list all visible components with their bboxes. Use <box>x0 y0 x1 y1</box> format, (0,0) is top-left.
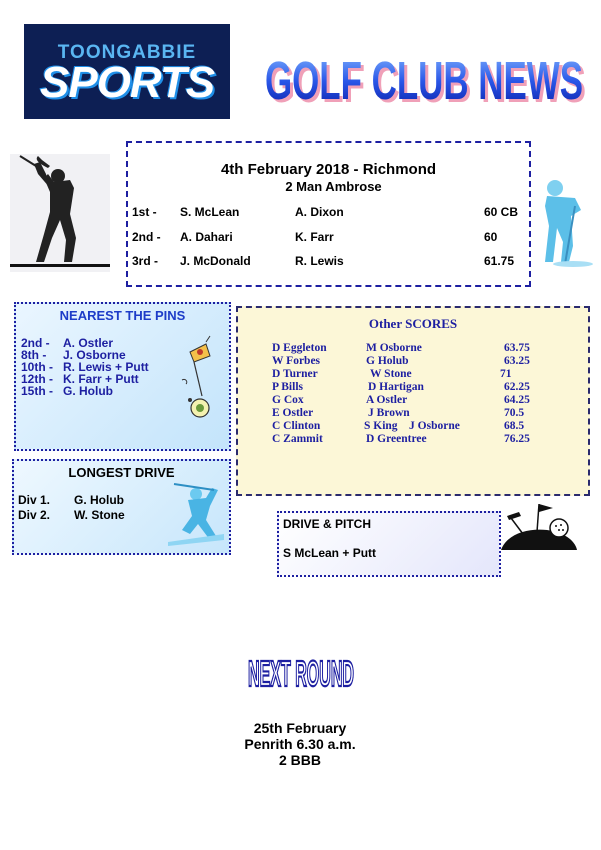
drive-row <box>18 493 124 507</box>
next-round-details <box>180 720 420 768</box>
other-scores-box <box>236 306 590 496</box>
score-value: 76.25 <box>504 433 530 445</box>
golf-flag-icon <box>176 334 218 430</box>
drive-division: Div 2. <box>18 508 51 522</box>
score-value: 68.5 <box>504 420 525 432</box>
pin-hole: 15th - <box>21 384 54 398</box>
title-shadow: GOLF CLUB NEWS <box>268 54 586 114</box>
score-value: 64.25 <box>504 394 530 406</box>
drive-winner: W. Stone <box>74 508 125 522</box>
score-player-2: J Brown <box>368 407 410 419</box>
score-row <box>272 407 582 420</box>
drive-pitch-title: DRIVE & PITCH <box>283 517 372 531</box>
pin-winner: K. Farr + Putt <box>63 372 139 386</box>
golfer-silhouette-icon <box>10 154 110 272</box>
drive-pitch-winner: S McLean + Putt <box>283 546 377 560</box>
result-row <box>132 254 527 272</box>
pin-winner: G. Holub <box>63 384 113 398</box>
score-value: 70.5 <box>504 407 525 419</box>
result-player-2: R. Lewis <box>295 254 344 268</box>
golf-green-icon <box>497 498 579 554</box>
pin-winner: R. Lewis + Putt <box>63 360 149 374</box>
pin-row <box>21 384 113 398</box>
pin-hole: 12th - <box>21 372 54 386</box>
result-row <box>132 205 527 223</box>
drive-and-pitch-box <box>277 511 501 577</box>
score-player-2: G Holub <box>366 355 409 367</box>
score-row <box>272 381 582 394</box>
driving-golfer-icon <box>166 484 226 546</box>
title-text: GOLF CLUB NEWS <box>265 51 583 111</box>
drive-division: Div 1. <box>18 493 51 507</box>
result-score: 60 CB <box>484 205 519 219</box>
logo-main-text: SPORTS <box>40 58 215 107</box>
score-player-1: P Bills <box>272 381 303 393</box>
pin-hole: 2nd - <box>21 336 50 350</box>
pin-hole: 8th - <box>21 348 47 362</box>
result-player-1: J. McDonald <box>180 254 251 268</box>
result-player-2: A. Dixon <box>295 205 344 219</box>
score-player-2: S King J Osborne <box>364 420 460 432</box>
result-place: 3rd - <box>132 254 159 268</box>
next-round-venue-time: Penrith 6.30 a.m. <box>244 736 356 752</box>
result-score: 60 <box>484 230 498 244</box>
other-scores-title: Other SCORES <box>368 316 458 331</box>
result-score: 61.75 <box>484 254 515 268</box>
result-place: 2nd - <box>132 230 161 244</box>
score-player-1: E Ostler <box>272 407 314 419</box>
score-player-1: D Turner <box>272 368 318 380</box>
score-row <box>272 420 582 433</box>
score-player-2: M Osborne <box>366 342 422 354</box>
score-value: 62.25 <box>504 381 530 393</box>
longest-drive-title: LONGEST DRIVE <box>68 465 175 480</box>
score-row <box>272 342 582 355</box>
event-results-box <box>126 141 531 287</box>
score-value: 63.25 <box>504 355 530 367</box>
toongabbie-sports-logo <box>24 24 230 119</box>
event-title: 4th February 2018 - Richmond <box>220 161 437 178</box>
pin-winner: A. Ostler <box>63 336 114 350</box>
putting-golfer-icon <box>535 176 595 268</box>
score-player-2: A Ostler <box>366 394 408 406</box>
result-player-1: A. Dahari <box>180 230 233 244</box>
next-round-heading <box>244 650 356 694</box>
result-player-2: K. Farr <box>295 230 334 244</box>
logo-top-text: TOONGABBIE <box>57 42 197 63</box>
next-round-title: NEXT ROUND <box>248 653 354 694</box>
newsletter-title <box>262 40 592 120</box>
result-player-1: S. McLean <box>180 205 240 219</box>
event-format: 2 Man Ambrose <box>285 179 382 194</box>
next-round-date: 25th February <box>253 720 347 736</box>
score-player-2: W Stone <box>370 368 412 380</box>
score-player-1: C Clinton <box>272 420 321 432</box>
pin-winner: J. Osborne <box>63 348 126 362</box>
drive-row <box>18 508 125 522</box>
result-place: 1st - <box>132 205 157 219</box>
score-player-1: C Zammit <box>272 433 323 445</box>
score-player-2: D Hartigan <box>368 381 424 393</box>
score-player-2: D Greentree <box>366 433 427 445</box>
score-player-1: D Eggleton <box>272 342 327 354</box>
score-player-1: W Forbes <box>272 355 321 367</box>
next-round-format: 2 BBB <box>278 752 321 768</box>
score-value: 63.75 <box>504 342 530 354</box>
score-row <box>272 394 582 407</box>
score-row <box>272 433 582 446</box>
pin-hole: 10th - <box>21 360 54 374</box>
score-row <box>272 355 582 368</box>
score-row <box>272 368 582 381</box>
result-row <box>132 230 527 248</box>
score-value: 71 <box>500 368 512 380</box>
score-player-1: G Cox <box>272 394 304 406</box>
nearest-pins-title: NEAREST THE PINS <box>59 308 186 323</box>
drive-winner: G. Holub <box>74 493 124 507</box>
